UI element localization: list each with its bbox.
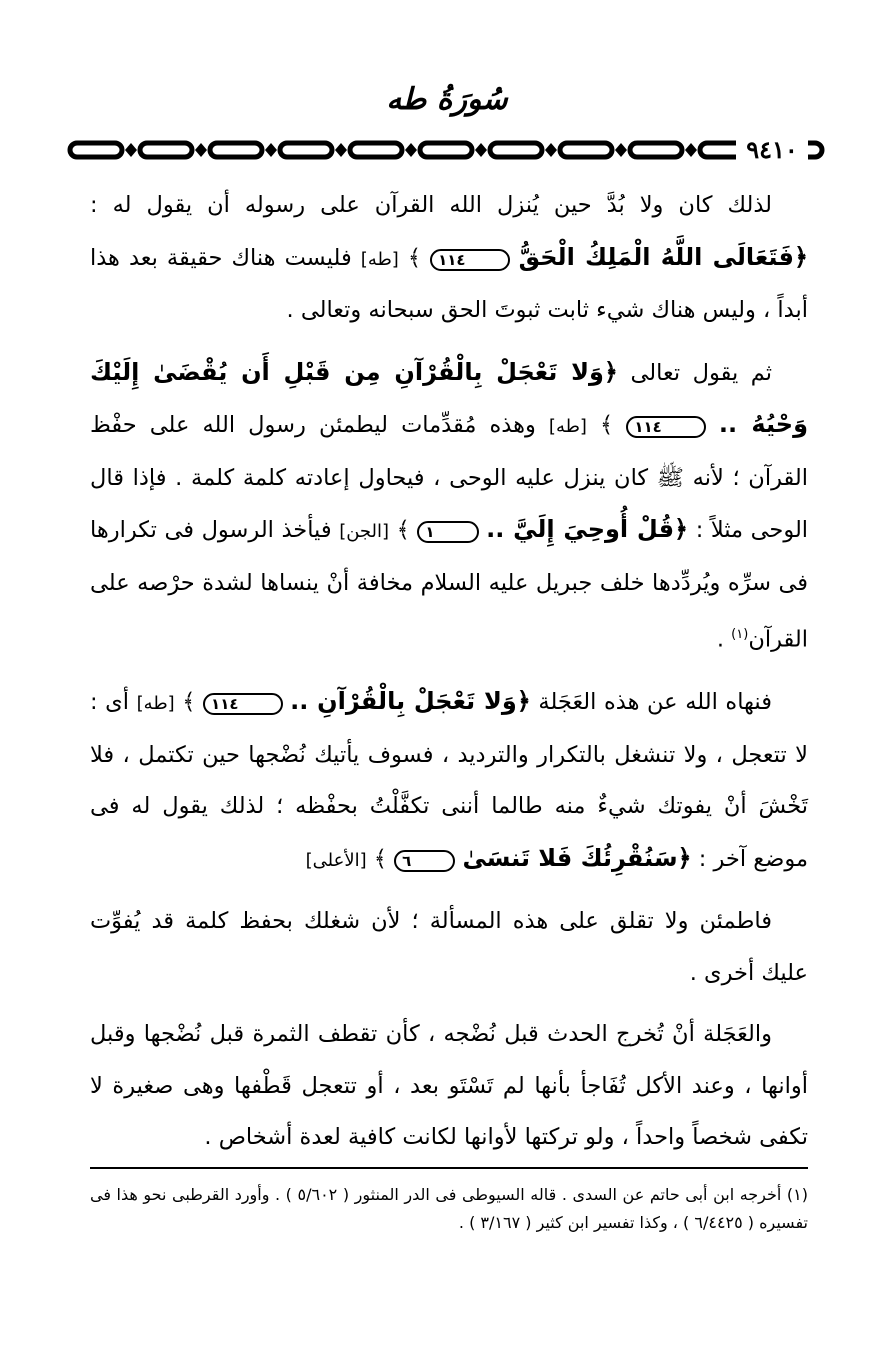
verse-number: ١١٤ — [626, 416, 705, 438]
text-span: فنهاه الله عن هذه العَجَلة — [538, 689, 772, 715]
surah-reference: [طه] — [548, 416, 587, 437]
paragraph: والعَجَلة أنْ تُخرج الحدث قبل نُضْجه ، كأن تقطف الثمرة قبل نُضْجها وقبل أوانها ، وعند الأكل تُفَاجأ بأنها لم تَسْتَو بعد ، أو تتعجل قَطْفها وهى صغيرة لا تكفى شخصاً واحداً ، ولو تركتها لأوانها لكانت كافية لعدة أشخاص . — [90, 1021, 808, 1150]
paragraph: لذلك كان ولا بُدَّ حين يُنزل الله القرآن على رسوله أن يقول له : ﴿فَتَعَالَى اللَّهُ الْمَلِكُ الْحَقُّ ١١٤ ﴾ [طه] فليست هناك حقيقة بعد هذا أبداً ، وليس هناك شيء ثابت ثبوتَ الحق سبحانه وتعالى . — [90, 192, 809, 323]
text-span: أى : لا تتعجل ، ولا تنشغل بالتكرار والترديد ، فسوف يأتيك نُضْجها حين تكتمل ، فلا تَخْشَ أنْ يفوتك شيءٌ منه طالما أننى تكفَّلْتُ بحفْظه ؛ لذلك يقول له فى موضع آخر : — [90, 689, 808, 872]
footnote: (١) أخرجه ابن أبى حاتم عن السدى . قاله السيوطى فى الدر المنثور ( ٥/٦٠٢ ) . وأورد القرطبى نحو هذا فى تفسيره ( ٦/٤٤٢٥ ) ، وكذا تفسير ابن كثير ( ٣/١٦٧ ) . — [90, 1185, 808, 1232]
text-span: لذلك كان ولا بُدَّ حين يُنزل الله القرآن على رسوله أن يقول له : — [90, 192, 772, 218]
verse-number: ١١٤ — [203, 693, 282, 715]
quran-verse: ﴿سَنُقْرِئُكَ فَلا تَنسَىٰ — [462, 843, 692, 872]
footnote-divider — [90, 1167, 808, 1169]
verse-number: ١١٤ — [430, 249, 509, 271]
quran-verse: ﴿وَلا تَعْجَلْ بِالْقُرْآنِ مِن قَبْلِ أَن يُقْضَىٰ إِلَيْكَ وَحْيُهُ .. — [90, 357, 808, 438]
paragraph: فنهاه الله عن هذه العَجَلة ﴿وَلا تَعْجَلْ بِالْقُرْآنِ .. ١١٤ ﴾ [طه] أى : لا تتعجل ، ولا تنشغل بالتكرار والترديد ، فسوف يأتيك نُضْجها حين تكتمل ، فلا تَخْشَ أنْ يفوتك شيءٌ منه طالما أننى تكفَّلْتُ بحفْظه ؛ لذلك يقول له فى موضع آخر : ﴿سَنُقْرِئُكَ فَلا تَنسَىٰ ٦ ﴾ [الأعلى] — [90, 687, 808, 872]
quran-verse: ﴿قُلْ أُوحِيَ إِلَيَّ .. — [486, 515, 689, 543]
verse-number: ٦ — [394, 850, 455, 872]
surah-reference: [الأعلى] — [305, 849, 367, 871]
text-span: وهذه مُقدِّمات ليطمئن رسول الله على حفْظ القرآن ؛ لأنه ﷺ كان ينزل عليه الوحى ، فيحاول إعادته كلمة كلمة . فإذا قال الوحى مثلاً : — [90, 412, 809, 543]
text-span: فيأخذ الرسول فى تكرارها فى سرِّه ويُردِّدها خلف جبريل عليه السلام مخافة أنْ ينساها لشدة حرْصه على القرآن — [90, 517, 808, 653]
text-span: فليست هناك حقيقة بعد هذا أبداً ، وليس هناك شيء ثابت ثبوتَ الحق سبحانه وتعالى . — [90, 244, 808, 323]
text-span: ثم يقول تعالى — [630, 359, 773, 386]
quran-verse: ﴿فَتَعَالَى اللَّهُ الْمَلِكُ الْحَقُّ — [518, 242, 809, 271]
main-text — [90, 180, 808, 1174]
surah-reference: [طه] — [360, 248, 399, 270]
quran-verse: ﴿وَلا تَعْجَلْ بِالْقُرْآنِ .. — [290, 687, 531, 715]
surah-reference: [الجن] — [339, 521, 390, 542]
surah-reference: [طه] — [136, 693, 175, 714]
paragraph: فاطمئن ولا تقلق على هذه المسألة ؛ لأن شغلك بحفظ كلمة قد يُفوِّت عليك أخرى . — [90, 908, 808, 986]
text-span: . — [716, 626, 732, 653]
footnote-marker: (١) — [731, 627, 749, 642]
decorative-border — [66, 137, 832, 163]
paragraph: ثم يقول تعالى ﴿وَلا تَعْجَلْ بِالْقُرْآنِ مِن قَبْلِ أَن يُقْضَىٰ إِلَيْكَ وَحْيُهُ .. ١١٤ ﴾ [طه] وهذه مُقدِّمات ليطمئن رسول الله على حفْظ القرآن ؛ لأنه ﷺ كان ينزل عليه الوحى ، فيحاول إعادته كلمة كلمة . فإذا قال الوحى مثلاً : ﴿قُلْ أُوحِيَ إِلَيَّ .. ١ ﴾ [الجن] فيأخذ الرسول فى تكرارها فى سرِّه ويُردِّدها خلف جبريل عليه السلام مخافة أنْ ينساها لشدة حرْصه على القرآن$^{(١)}$ . — [90, 357, 809, 653]
page-number: ٩٤١٠ — [736, 136, 808, 164]
verse-number: ١ — [417, 521, 478, 543]
surah-title: سُورَةُ طه — [386, 82, 508, 117]
